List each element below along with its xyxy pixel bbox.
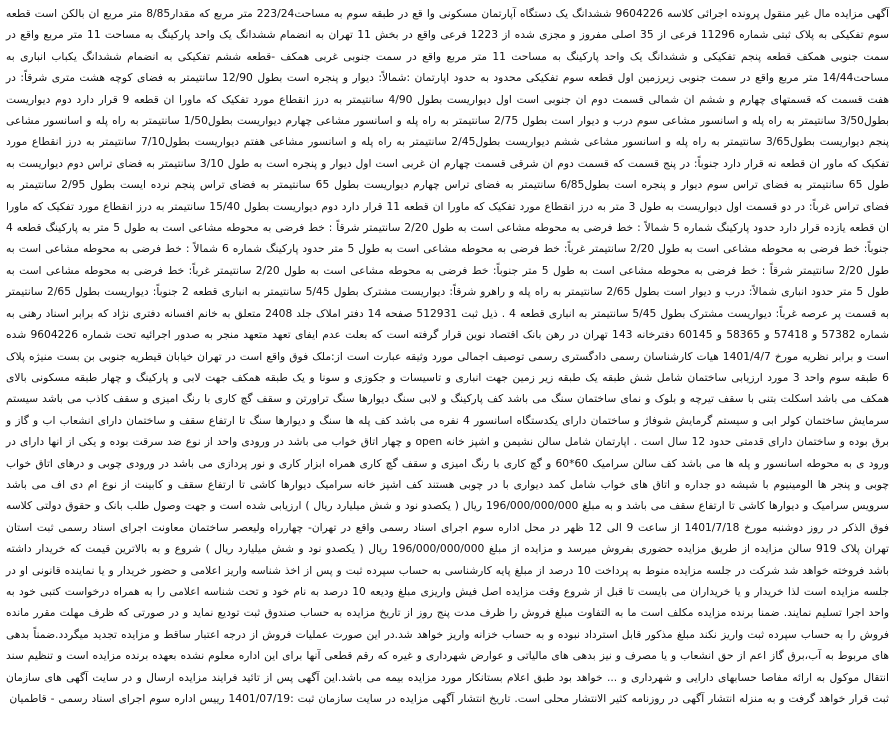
auction-notice-text: آگهی مزایده مال غیر منقول پرونده اجرائی کلاسه 9604226 ششدانگ یک دستگاه آپارتمان مسکونی وا قع در طبقه سوم به مساحت223/24 متر مربع که مقدار8/85 متر مربع ان بالکن است قطعه سوم تفکیکی به پلاک ثبتی شماره 11296 فرعی از 35 اصلی مفروز و مجزی شده از 1223 فرعی واقع در بخش 11 تهران به انضمام ششدانگ یک واحد پارکینگ به مساحت 11 متر مربع واقع در سمت جنوبی همکف قطعه پنجم تفکیکی و ششدانگ یک واحد پارکینگ به مساحت 11 متر مربع واقع در سمت جنوبی غربی همکف -قطعه ششم تفکیکی به انضمام ششدانگ یکباب انباری به مساحت14/44 متر مربع واقع در سمت جنوبی زیرزمین اول قطعه سوم تفکیکی محدود به حدود اپارتمان :شمالاً: دیوار و پنجره است بطول 12/90 سانتیمتر به فضای کوچه هشت متری شرقاً: در هفت قسمت که قسمتهای چهارم و ششم ان شمالی قسمت دوم ان جنوبی است اول دیواریست بطول 4/90 سانتیمتر به درز انقطاع مورد تفکیک که ماورا ان قطعه 9 قرار دارد دوم دیواریست بطول3/50 سانتیمتر به راه پله و اسانسور مشاعی سوم درب و دیوار است بطول 2/75 سانتیمتر به راه پله و اسانسور مشاعی چهارم دیواریست بطول1/50 سانتیمتر به راه پله و اسانسور مشاعی پنجم دیواریست بطول3/65 سانتیمتر به راه پله و اسانسور مشاعی ششم دیواریست بطول2/45 سانتیمتر به راه پله و اسانسور مشاعی هفتم دیواریست بطول7/10 سانتیمتر به درز انقطاع مورد تفکیک که ماور ان قطعه نه قرار دارد جنوباً: در پنج قسمت که قسمت دوم ان شرقی قسمت چهارم ان غربی است اول دیوار و پنجره است به طول 3/10 سانتیمتر به فضای تراس دوم دیواریست به طول 65 سانتیمتر به فضای تراس سوم دیوار و پنجره است بطول6/85 سانتیمتر به فضای تراس چهارم دیواریست بطول 65 سانتیمتر به فضای تراس پنجم نرده ایست بطول 2/95 سانتیمتر به فضای تراس غرباً: در دو قسمت اول دیواریست به طول 3 متر به درز انقطاع مورد تفکیک که ماورا ان قطعه 11 قرار دارد دوم دیواریست بطول 15/40 سانتیمتر به درز انقطاع مورد تفکیک که ماورا ان قطعه یازده قرار دارد حدود پارکینگ شماره 5 شمالاً : خط فرضی به محوطه مشاعی است به طول 2/20 سانتیمتر شرقاً : خط فرضی به محوطه مشاعی است به طول 5 متر به پارکینگ قطعه 4 جنوباً: خط فرضی به محوطه مشاعی است به طول 2/20 سانتیمتر غرباً: خط فرضی به محوطه مشاعی است به طول 5 متر حدود پارکینگ شماره 6 شمالاً : خط فرضی به محوطه مشاعی است به طول 2/20 سانتیمتر شرقاً : خط فرضی به محوطه مشاعی است به طول 5 متر جنوباً: خط فرضی به محوطه مشاعی است به طول 2/20 سانتیمتر غرباً: خط فرضی به محوطه مشاعی است به طول 5 متر حدود انباری شمالاً: درب و دیوار است بطول 2/65 سانتیمتر به راه پله و راهرو شرقاً: دیواریست مشترک بطول 5/45 سانتیمتر به انباری قطعه 2 جنوباً: دیواریست بطول 2/65 سانتیمتر به قسمت پر عرصه غرباً: دیواریست مشترک بطول 5/45 سانتیمتر به انباری قطعه 4 . ذیل ثبت 512931 صفحه 14 دفتر املاک جلد 2408 متعلق به خانم افسانه دفتری نژاد که برابر اسناد رهنی به شماره 57382 و 57418 و 58365 و 60145 دفترخانه 143 تهران در رهن بانک اقتصاد نوین قرار گرفته است که بعلت عدم ایفای تعهد متعهد منجر به صدور اجرائیه تحت شماره 9604226 شده است و برابر نظریه مورخ 1401/4/7 هیات کارشناسان رسمی دادگستری رسمی توصیف اجمالی مورد وثیقه عبارت است از:ملک فوق واقع است در تهران خیابان قیطریه جنوبی بن بست منیژه پلاک 6 طبقه سوم واحد 3 مورد ارزیابی ساختمان شامل شش طبقه یک طبقه زیر زمین جهت انباری و تاسیسات و جکوزی و سونا و یک طبقه همکف جهت لابی و پارکینگ و چهار طبقه مسکونی بالای همکف می باشد اسکلت بتنی با سقف تیرچه و بلوک و نمای ساختمان سنگ می باشد کف پارکینگ و لابی سنگ دیوارها سنگ تراورتن و سقف گچ کاری با رنگ امیزی و سقف کاذب می باشد سیستم سرمایش ساختمان کولر ابی و سیستم گرمایش شوفاژ و ساختمان دارای یکدستگاه اسانسور 4 نفره می باشد کف پله ها سنگ و دیوارها سنگ تا ارتفاع سقف و ساختمان دارای انشعاب اب و گاز و برق بوده و ساختمان دارای قدمتی حدود 12 سال است . اپارتمان شامل سالن نشیمن و اشپز خانه open و چهار اتاق خواب می باشد در ورودی واحد از نوع ضد سرقت بوده و یکی از انها دارای در ورود ی به محوطه اسانسور و پله ها می باشد کف سالن سرامیک 60*60 و گچ کاری با رنگ امیزی و سقف گچ کاری همراه ابزار کاری و نور پردازی می باشد در ورودی چوبی و درهای اتاق خواب چوبی و پنجر ها الومینیوم با شیشه دو جداره و اتاق های خواب شامل کمد دیواری با در چوبی هستند کف اشپز خانه سرامیک دیوارها کاشی تا ارتفاع سقف و کابینت از نوع ام دی اف می باشد سرویس سرامیک و دیوارها کاشی تا ارتفاع سقف می باشد و به مبلغ 196/000/000/000 ریال ( یکصدو نود و شش میلیارد ریال ) ارزیابی شده است و جهت وصول طلب بانک و حقوق دولتی کلاسه فوق الذکر در روز دوشنبه مورخ 1401/7/18 از ساعت 9 الی 12 ظهر در محل اداره سوم اجرای اسناد رسمی واقع در تهران- چهارراه ولیعصر ساختمان معاونت اجرای اسناد رسمی ثبت استان تهران پلاک 919 سالن مزایده از طریق مزایده حضوری بفروش میرسد و مزایده از مبلغ 196/000/000/000 ریال ( یکصدو نود و شش میلیارد ریال ) شروع و به بالاترین قیمت که خریدار داشته باشد فروخته خواهد شد شرکت در جلسه مزایده منوط به پرداخت 10 درصد از مبلغ پایه کارشناسی به حساب سپرده ثبت و پس از اخذ شناسه واریز اعلامی و حضور خریدار و یا نماینده قانونی او در جلسه مزایده است لذا خریدار و یا خریداران می بایست تا قبل از شروع وقت مزایده اصل فیش واریزی مبلغ ودیعه 10 درصد به نام خود و تحت شناسه اعلامی را به همراه درخواست کتبی خود به واحد اجرا تسلیم نمایند. ضمنا برنده مزایده مکلف است ما به التفاوت مبلغ فروش را ظرف مدت پنج روز از تاریخ مزایده به حساب صندوق ثبت تودیع نماید و در صورتی که ظرف مهلت مقرر مانده فروش را به حساب سپرده ثبت واریز نکند مبلغ مذکور قابل استرداد نبوده و به حساب خزانه واریز خواهد شد.در این صورت عملیات فروش از درجه اعتبار ساقط و مزایده تجدید میگردد.ضمناً بدهی های مربوط به آب،برق گاز اعم از حق انشعاب و یا مصرف و نیز بدهی های مالیاتی و عوارض شهرداری و غیره که رقم قطعی آنها برای این اداره معلوم نشده بعهده برنده مزایده است و تنظیم سند انتقال موکول به ارائه مفاصا حسابهای دارایی و شهرداری و ... خواهد بود طبق اعلام بستانکار مورد مزایده بیمه می باشد.این آگهی پس از تائید فرایند مزایده ارسال و در سایت آگهی های سازمان ثبت قرار خواهد گرفت و به منزله انتشار آگهی در روزنامه کثیر الانتشار محلی است. تاریخ انتشار آگهی مزایده در سایت سازمان ثبت :1401/07/19 رییس اداره سوم اجرای اسناد رسمی - قاطمیان xyxy=(6,7,890,705)
